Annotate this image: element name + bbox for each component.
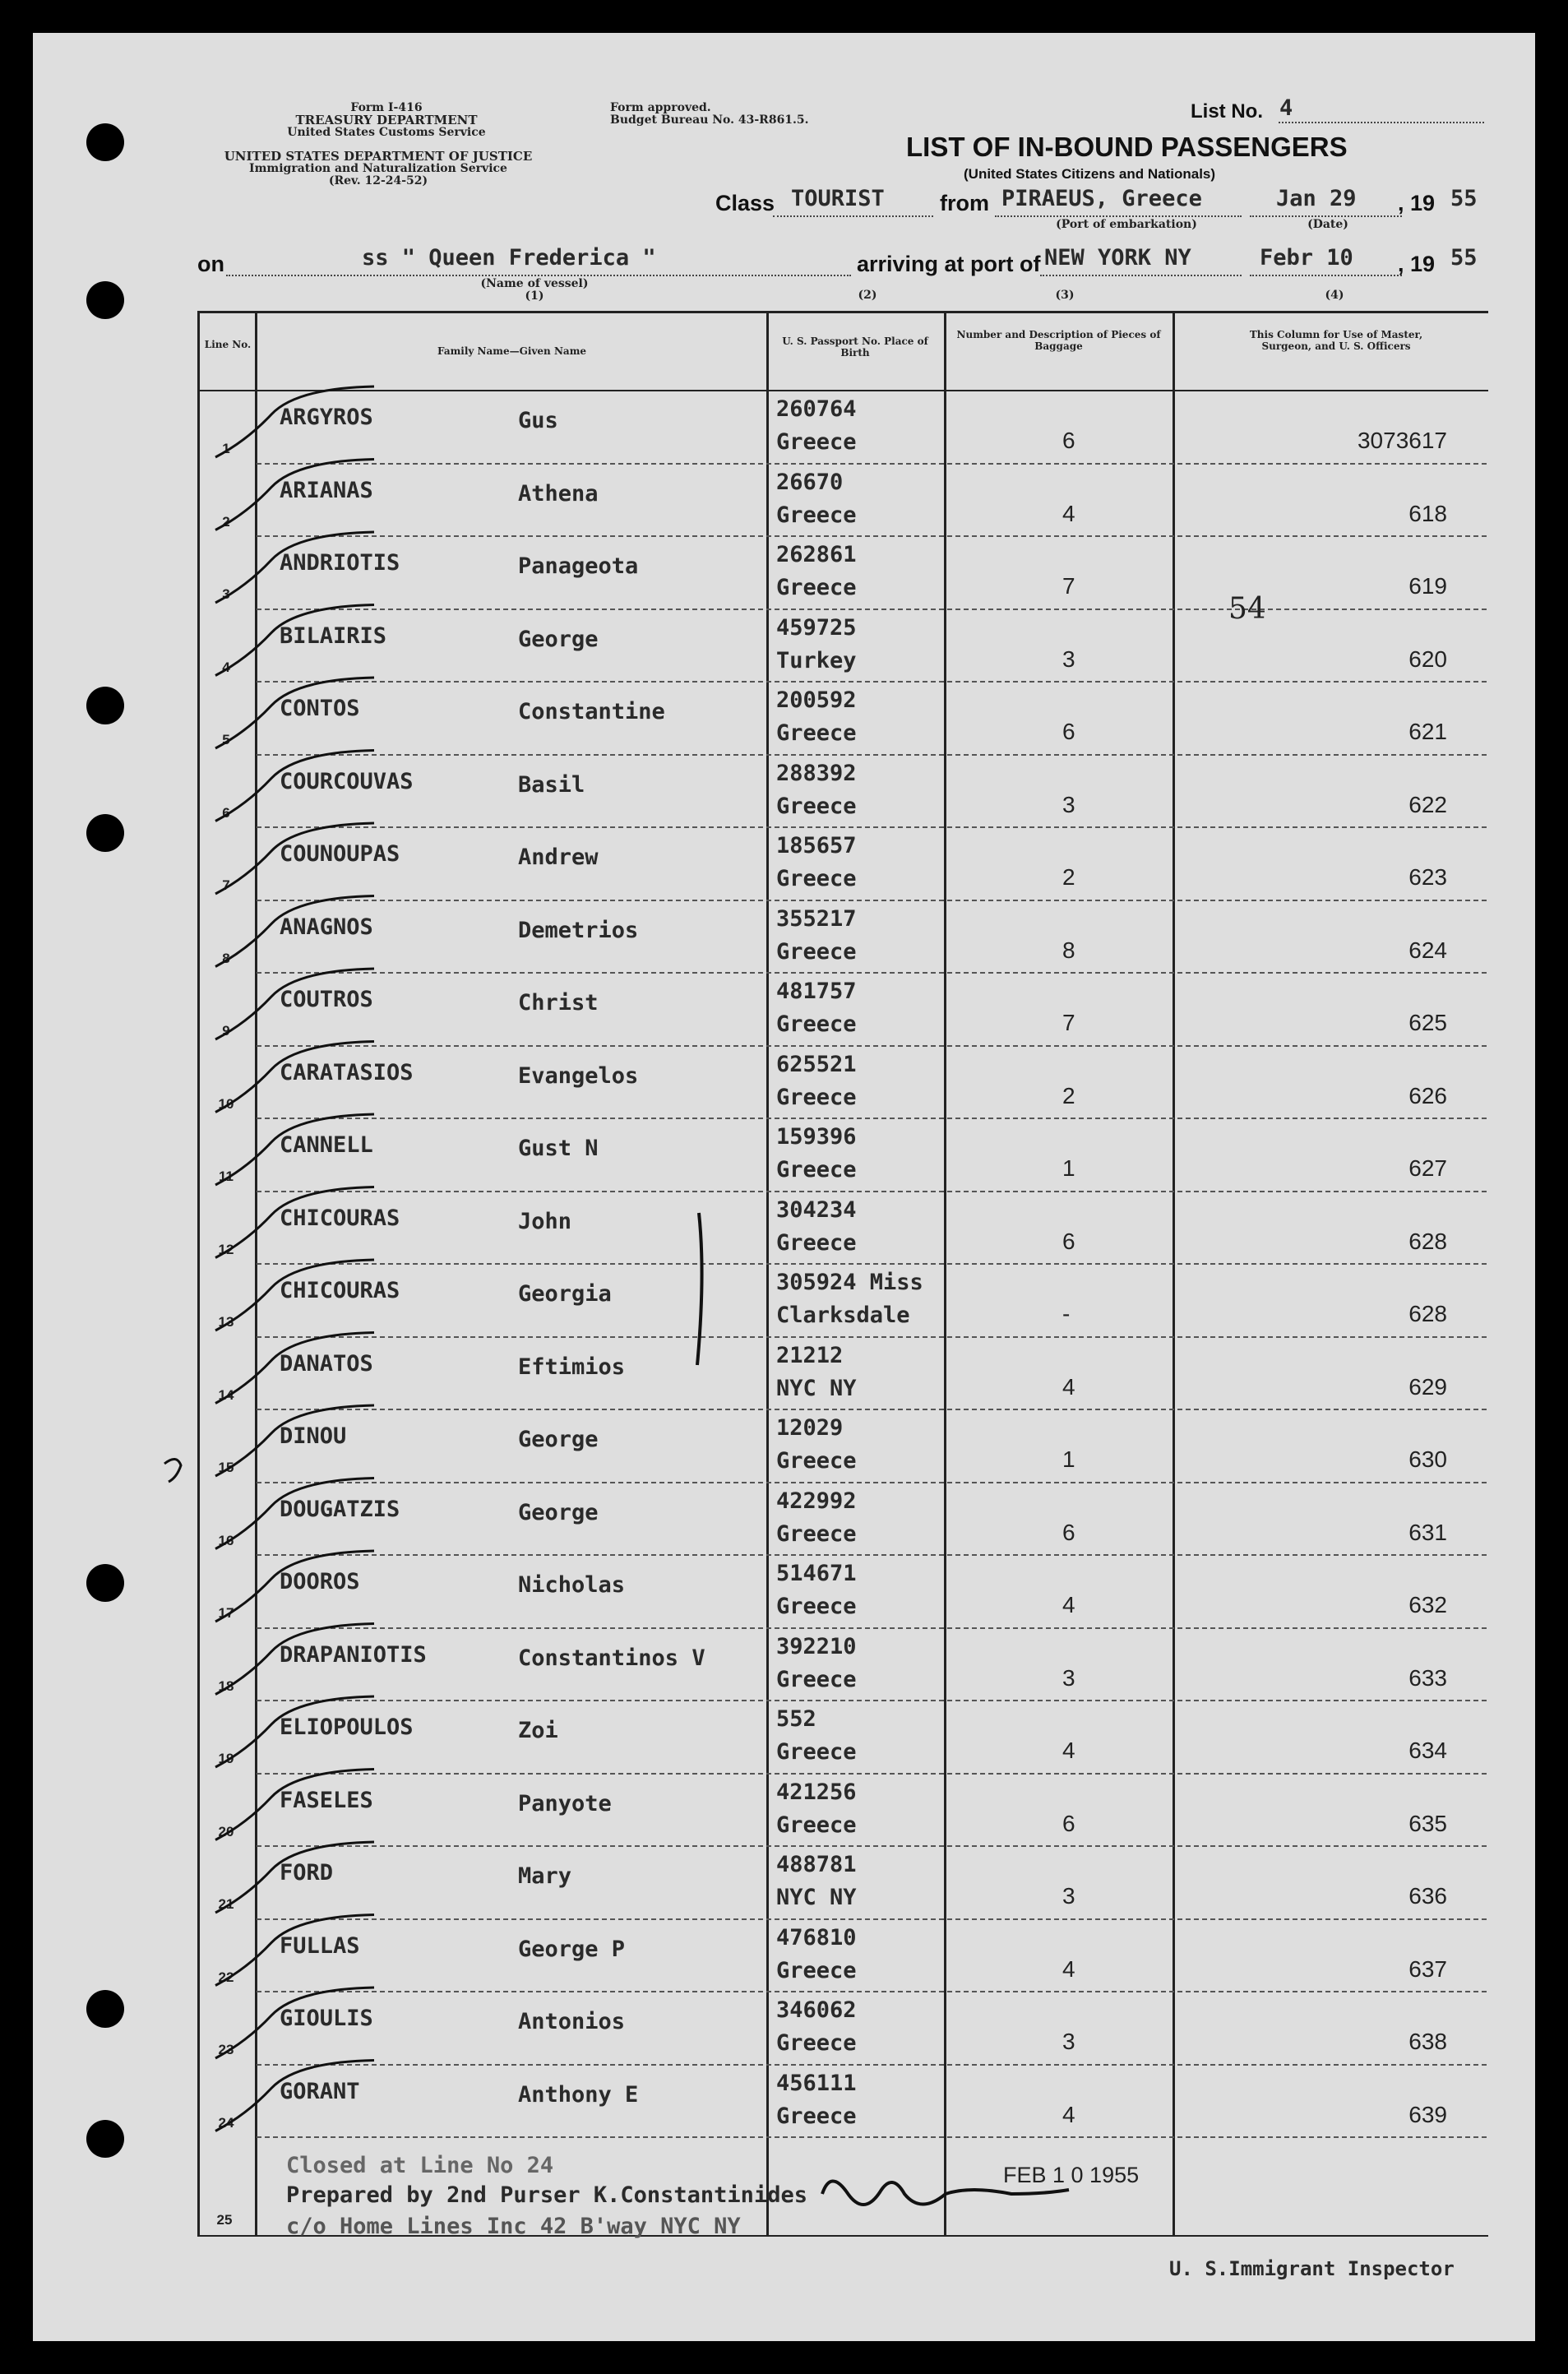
baggage-count: 6	[1062, 428, 1075, 453]
birth-place: Greece	[776, 1594, 857, 1619]
birth-place: Greece	[776, 429, 857, 455]
company-note: c/o Home Lines Inc 42 B'way NYC NY	[286, 2214, 741, 2239]
passport-number: 185657	[776, 833, 857, 858]
punch-hole	[86, 1564, 124, 1602]
birth-place: Greece	[776, 720, 857, 746]
officer-number: 621	[1408, 719, 1447, 744]
row-divider	[257, 609, 1487, 610]
line-number: 8	[222, 950, 230, 966]
officer-number: 637	[1408, 1955, 1447, 1982]
year-value: 55	[1450, 186, 1478, 211]
given-name: Evangelos	[518, 1062, 639, 1089]
passport-number: 459725	[776, 614, 857, 641]
row-divider	[257, 1845, 1487, 1847]
baggage-count: 3	[1062, 1664, 1075, 1691]
date-stamp: FEB 1 0 1955	[1003, 2163, 1140, 2187]
officer-number: 628	[1408, 1228, 1447, 1254]
row-divider	[257, 535, 1487, 537]
baggage-count: 2	[1062, 864, 1075, 890]
officer-number: 631	[1408, 1519, 1447, 1545]
baggage-count: 4	[1062, 1738, 1075, 1763]
given-name: Demetrios	[518, 917, 639, 943]
officer-number: 629	[1408, 1373, 1447, 1400]
given-name: John	[518, 1208, 572, 1234]
family-name: CHICOURAS	[280, 1278, 400, 1303]
officer-number: 634	[1408, 1738, 1447, 1763]
row-divider	[257, 2064, 1487, 2066]
officer-number: 3073617	[1357, 428, 1447, 453]
officer-number: 627	[1408, 1155, 1447, 1181]
punch-hole	[86, 2120, 124, 2158]
arrival-date-line	[1250, 275, 1402, 276]
passport-number: 421256	[776, 1779, 857, 1805]
passport-number: 305924 Miss	[776, 1270, 923, 1295]
birth-place: Greece	[776, 1739, 857, 1765]
given-name: George	[518, 1427, 599, 1452]
baggage-count: -	[1062, 1301, 1071, 1326]
col-header-baggage: Number and Description of Pieces of Baggage	[956, 329, 1161, 352]
officer-number: 626	[1408, 1082, 1447, 1108]
birth-place: Greece	[776, 793, 857, 819]
family-name: ANAGNOS	[280, 914, 373, 940]
birth-place: Greece	[776, 2030, 857, 2056]
given-name: Panageota	[518, 553, 639, 579]
col-header-name: Family Name—Given Name	[437, 345, 587, 357]
given-name: Panyote	[518, 1790, 612, 1816]
row-divider	[257, 1554, 1487, 1556]
baggage-count: 2	[1062, 1082, 1075, 1108]
row-divider	[257, 681, 1487, 683]
row-divider	[257, 1118, 1487, 1119]
baggage-count: 1	[1062, 1446, 1075, 1472]
baggage-count: 6	[1062, 1810, 1075, 1836]
line-number: 21	[218, 1896, 234, 1912]
given-name: Gust N	[518, 1136, 599, 1161]
given-name: Anthony E	[518, 2081, 639, 2108]
punch-hole	[86, 123, 124, 161]
family-name: GIOULIS	[280, 2006, 373, 2031]
given-name: George	[518, 1499, 599, 1525]
family-name: ANDRIOTIS	[280, 550, 400, 576]
family-name: COUTROS	[280, 987, 373, 1012]
officer-number: 619	[1408, 573, 1447, 599]
col-header-passport: U. S. Passport No. Place of Birth	[782, 336, 928, 359]
birth-place: Greece	[776, 1229, 857, 1256]
arrival-date: Febr 10	[1260, 245, 1353, 271]
family-name: ARGYROS	[280, 405, 373, 430]
row-divider	[257, 1918, 1487, 1920]
birth-place: Greece	[776, 866, 857, 891]
passport-number: 392210	[776, 1633, 857, 1659]
row-divider	[257, 1700, 1487, 1701]
justice-block: UNITED STATES DEPARTMENT OF JUSTICE Immigration and Naturalization Service (Rev. 12-24-52)	[224, 149, 533, 187]
officer-number: 623	[1408, 864, 1447, 890]
family-name: DOUGATZIS	[280, 1496, 400, 1522]
family-name: CARATASIOS	[280, 1059, 414, 1085]
passport-number: 355217	[776, 905, 857, 932]
passport-number: 26670	[776, 469, 844, 495]
passport-number: 488781	[776, 1852, 857, 1877]
officer-number: 618	[1408, 500, 1447, 526]
line-number: 10	[218, 1095, 234, 1112]
birth-place: Clarksdale	[776, 1303, 910, 1328]
birth-place: Greece	[776, 1011, 857, 1037]
passport-col-divider	[766, 311, 769, 2237]
birth-place: Greece	[776, 502, 857, 528]
class-line	[773, 215, 933, 217]
baggage-count: 7	[1062, 1010, 1075, 1035]
arrival-port: NEW YORK NY	[1044, 245, 1191, 271]
family-name: CONTOS	[280, 696, 360, 721]
given-name: Nicholas	[518, 1572, 626, 1598]
given-name: Eftimios	[518, 1354, 626, 1380]
list-no-label: List No.	[1191, 100, 1263, 123]
row-divider	[257, 1191, 1487, 1192]
col-num-3: (3)	[1055, 289, 1075, 302]
inspector-label: U. S.Immigrant Inspector	[1169, 2257, 1455, 2280]
embark-caption: (Port of embarkation)	[1056, 218, 1197, 231]
birth-place: Turkey	[776, 647, 857, 673]
prepared-note: Prepared by 2nd Purser K.Constantinides	[286, 2182, 807, 2208]
birth-place: Greece	[776, 1957, 857, 1983]
baggage-count: 4	[1062, 1373, 1075, 1400]
family-name: DRAPANIOTIS	[280, 1641, 427, 1668]
from-value: PIRAEUS, Greece	[1001, 186, 1202, 211]
date-line	[1250, 215, 1402, 217]
date-caption: (Date)	[1307, 218, 1348, 231]
passport-number: 346062	[776, 1997, 857, 2023]
line-number: 16	[218, 1532, 234, 1548]
family-name: DOOROS	[280, 1569, 360, 1594]
vessel-line	[226, 275, 851, 276]
line-number: 4	[222, 659, 230, 675]
passport-number: 200592	[776, 687, 857, 713]
family-name: GORANT	[280, 2078, 360, 2104]
row-divider	[257, 1627, 1487, 1629]
row-divider	[257, 1991, 1487, 1992]
baggage-count: 8	[1062, 937, 1075, 963]
vessel-caption: (Name of vessel) (1)	[480, 277, 589, 303]
line-number: 3	[222, 586, 230, 602]
row-divider	[257, 1482, 1487, 1483]
baggage-count: 1	[1062, 1155, 1075, 1181]
year-prefix: , 19	[1398, 191, 1436, 215]
line-number: 7	[222, 877, 230, 893]
given-name: George	[518, 626, 599, 652]
officer-number: 628	[1408, 1301, 1447, 1326]
officer-col-divider	[1173, 311, 1175, 2237]
col-header-officers: This Column for Use of Master, Surgeon, and U. S. Officers	[1249, 329, 1423, 352]
row-divider	[257, 972, 1487, 974]
class-label: Class	[715, 191, 775, 215]
birth-place: Greece	[776, 575, 857, 600]
baggage-count: 3	[1062, 791, 1075, 817]
punch-hole	[86, 814, 124, 852]
line-number: 15	[218, 1460, 234, 1475]
line-number: 18	[218, 1678, 234, 1694]
given-name: Antonios	[518, 2009, 626, 2034]
birth-place: NYC NY	[776, 1885, 857, 1910]
baggage-count: 4	[1062, 2101, 1075, 2127]
birth-place: Greece	[776, 1157, 857, 1182]
col-num-4: (4)	[1325, 289, 1344, 302]
list-no-line	[1279, 122, 1484, 123]
on-label: on	[197, 252, 224, 276]
line-number: 1	[222, 441, 230, 456]
passport-number: 21212	[776, 1342, 844, 1368]
form-block: Form I-416 TREASURY DEPARTMENT United States Customs Service	[287, 101, 486, 139]
officer-number: 633	[1408, 1664, 1447, 1691]
table-top-border	[197, 311, 1488, 313]
passport-number: 288392	[776, 760, 857, 786]
baggage-count: 3	[1062, 646, 1075, 672]
line-number: 6	[222, 804, 230, 821]
birth-place: Greece	[776, 1520, 857, 1547]
birth-place: NYC NY	[776, 1375, 857, 1401]
passport-number: 481757	[776, 979, 857, 1004]
manifest-page	[33, 33, 1535, 2341]
class-value: TOURIST	[791, 186, 885, 211]
line-number: 20	[218, 1823, 234, 1840]
family-name: DANATOS	[280, 1350, 373, 1377]
given-name: Zoi	[518, 1718, 558, 1743]
from-label: from	[940, 191, 989, 215]
family-name: BILAIRIS	[280, 622, 387, 649]
line-number: 17	[218, 1605, 234, 1621]
line-number: 22	[218, 1969, 234, 1985]
baggage-count: 4	[1062, 1592, 1075, 1617]
baggage-count: 3	[1062, 2029, 1075, 2054]
table-header-bottom	[197, 390, 1488, 391]
col-num-2: (2)	[858, 289, 877, 302]
birth-place: Greece	[776, 1084, 857, 1110]
baggage-count: 4	[1062, 1955, 1075, 1982]
passport-number: 262861	[776, 542, 857, 567]
form-title: LIST OF IN-BOUND PASSENGERS	[906, 132, 1348, 162]
family-name: ARIANAS	[280, 477, 373, 503]
line-number: 9	[222, 1023, 230, 1039]
year-prefix-2: , 19	[1398, 252, 1436, 276]
passport-number: 514671	[776, 1561, 857, 1586]
arriving-label: arriving at port of	[857, 252, 1041, 276]
punch-hole	[86, 1990, 124, 2028]
family-name: CANNELL	[280, 1132, 373, 1158]
officer-number: 624	[1408, 937, 1447, 963]
line-number-25: 25	[216, 2212, 233, 2228]
given-name: Constantinos V	[518, 1645, 705, 1671]
form-subtitle: (United States Citizens and Nationals)	[964, 166, 1216, 182]
officer-number: 620	[1408, 646, 1447, 672]
given-name: Mary	[518, 1863, 572, 1889]
row-divider	[257, 1045, 1487, 1047]
line-number: 2	[222, 513, 230, 530]
passport-number: 12029	[776, 1415, 844, 1441]
punch-hole	[86, 687, 124, 724]
row-divider	[257, 1409, 1487, 1410]
row-divider	[257, 2136, 1487, 2138]
given-name: Constantine	[518, 699, 665, 724]
row-divider	[257, 1336, 1487, 1338]
baggage-count: 6	[1062, 719, 1075, 744]
line-number: 5	[222, 732, 230, 747]
date-value: Jan 29	[1276, 186, 1357, 211]
given-name: Athena	[518, 480, 599, 507]
family-name: FASELES	[280, 1787, 373, 1813]
birth-place: Greece	[776, 2103, 857, 2129]
officer-number: 639	[1408, 2101, 1447, 2127]
baggage-count: 6	[1062, 1228, 1075, 1254]
birth-place: Greece	[776, 1666, 857, 1692]
row-divider	[257, 1773, 1487, 1775]
table-left-border	[197, 311, 200, 2237]
punch-hole	[86, 281, 124, 319]
officer-number: 630	[1408, 1446, 1447, 1472]
given-name: Andrew	[518, 845, 599, 870]
passport-number: 422992	[776, 1488, 857, 1514]
baggage-count: 6	[1062, 1519, 1075, 1545]
line-number: 12	[218, 1241, 234, 1257]
family-name: ELIOPOULOS	[280, 1715, 414, 1740]
line-number: 23	[218, 2042, 234, 2057]
line-number: 11	[219, 1168, 234, 1184]
family-name: CHICOURAS	[280, 1205, 400, 1231]
line-number: 24	[218, 2114, 234, 2131]
passport-number: 260764	[776, 396, 857, 422]
officer-number: 625	[1408, 1010, 1447, 1035]
passport-number: 625521	[776, 1051, 857, 1077]
baggage-count: 7	[1062, 573, 1075, 599]
baggage-col-divider	[944, 311, 946, 2237]
officer-number: 636	[1408, 1883, 1447, 1909]
family-name: DINOU	[280, 1423, 347, 1449]
line-number: 14	[218, 1386, 234, 1403]
row-divider	[257, 754, 1487, 756]
port-line	[1040, 275, 1242, 276]
officer-number: 632	[1408, 1592, 1447, 1617]
officer-number: 622	[1408, 791, 1447, 817]
given-name: Christ	[518, 990, 599, 1016]
passport-number: 476810	[776, 1924, 857, 1951]
list-no-value: 4	[1279, 95, 1293, 121]
line-col-divider	[255, 311, 257, 2237]
family-name: COURCOUVAS	[280, 768, 414, 794]
birth-place: Greece	[776, 1812, 857, 1838]
birth-place: Greece	[776, 1448, 857, 1474]
arrival-year: 55	[1450, 245, 1478, 271]
annotation-54: 54	[1228, 592, 1266, 626]
closed-note: Closed at Line No 24	[286, 2153, 554, 2178]
vessel-value: ss " Queen Frederica "	[362, 245, 656, 271]
passport-number: 159396	[776, 1124, 857, 1150]
family-name: FULLAS	[280, 1932, 360, 1959]
given-name: Basil	[518, 771, 585, 798]
given-name: Gus	[518, 408, 558, 433]
given-name: Georgia	[518, 1281, 612, 1307]
officer-number: 638	[1408, 2029, 1447, 2054]
row-divider	[257, 463, 1487, 465]
family-name: COUNOUPAS	[280, 841, 400, 867]
given-name: George P	[518, 1936, 626, 1962]
approval-block: Form approved. Budget Bureau No. 43-R861.5.	[610, 101, 809, 127]
family-name: FORD	[280, 1860, 334, 1886]
row-divider	[257, 826, 1487, 828]
col-header-line: Line No.	[204, 339, 252, 350]
line-number: 13	[218, 1314, 234, 1330]
baggage-count: 4	[1062, 500, 1075, 526]
line-number: 19	[218, 1751, 234, 1766]
passport-number: 552	[776, 1706, 816, 1732]
row-divider	[257, 1263, 1487, 1265]
passport-number: 304234	[776, 1196, 857, 1223]
passport-number: 456111	[776, 2070, 857, 2096]
baggage-count: 3	[1062, 1883, 1075, 1909]
officer-number: 635	[1408, 1810, 1447, 1836]
birth-place: Greece	[776, 938, 857, 965]
from-line	[995, 215, 1242, 217]
row-divider	[257, 900, 1487, 901]
